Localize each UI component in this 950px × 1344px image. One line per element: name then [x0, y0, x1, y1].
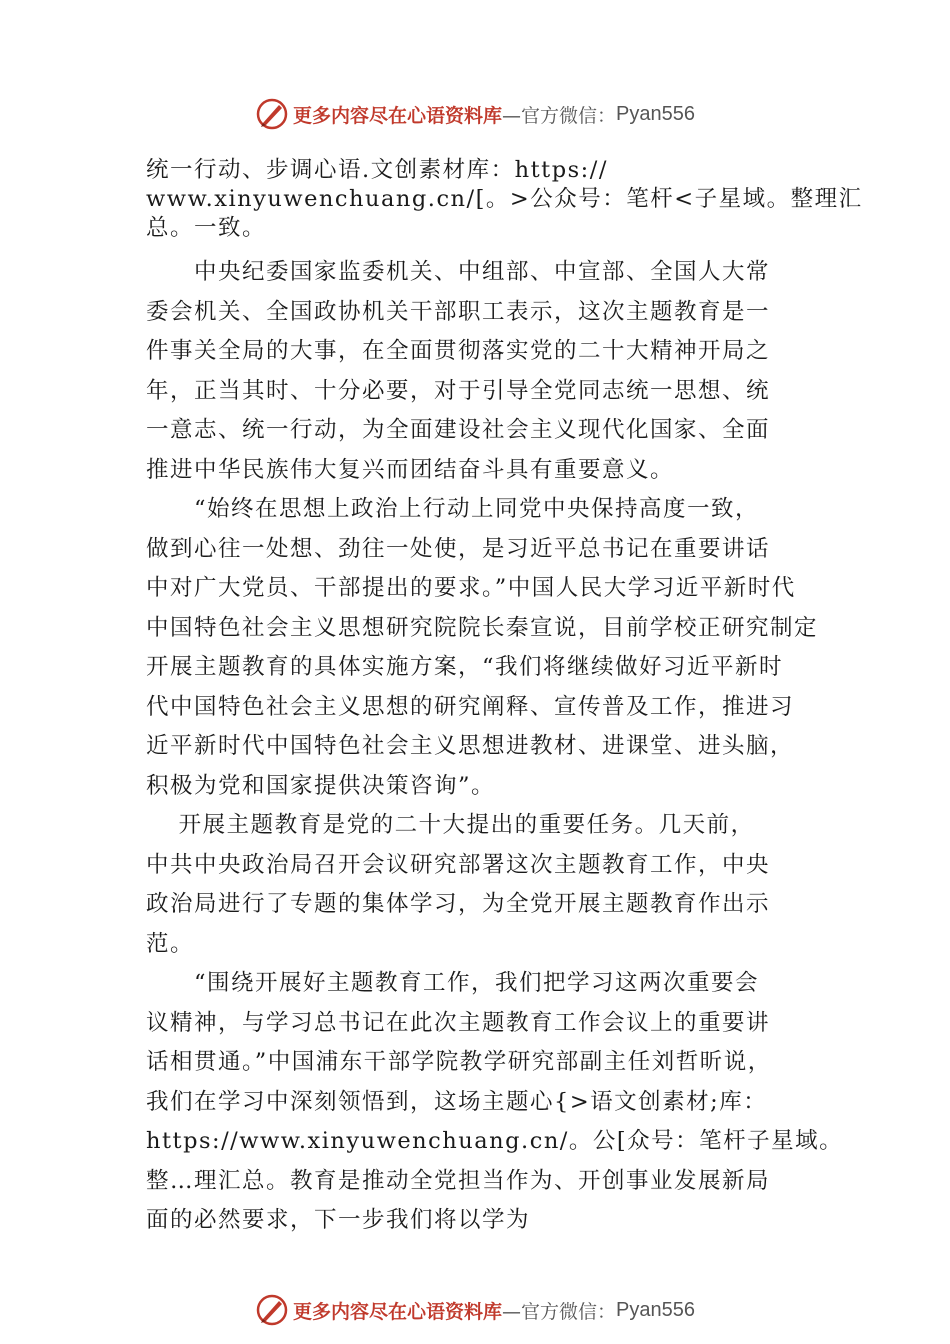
text-line: 一意志、统一行动，为全面建设社会主义现代化国家、全面: [146, 417, 771, 443]
intro-paragraph: [146, 156, 863, 243]
banner-wechat-id: Pyan556: [616, 1298, 695, 1321]
document-body: [146, 156, 863, 1241]
banner-wechat-label: —官方微信：: [502, 1300, 617, 1323]
text-line: 统一行动、步调心语.文创素材库：https://: [146, 157, 608, 183]
text-line: 积极为党和国家提供决策咨询”。: [146, 772, 496, 799]
text-line: 整…理汇总。教育是推动全党担当作为、开创事业发展新局: [146, 1167, 771, 1194]
text-line: “围绕开展好主题教育工作，我们把学习这两次重要会: [146, 970, 760, 996]
text-line: 做到心往一处想、劲往一处使，是习近平总书记在重要讲话: [146, 535, 771, 562]
text-line: “始终在思想上政治上行动上同党中央保持高度一致，: [146, 496, 760, 522]
text-line: 开展主题教育的具体实施方案，“我们将继续做好习近平新时: [146, 654, 784, 680]
text-line: 话相贯通。”中国浦东干部学院教学研究部副主任刘哲昕说，: [146, 1049, 772, 1075]
text-line: 中共中央政治局召开会议研究部署这次主题教育工作，中央: [146, 851, 771, 878]
text-line: 近平新时代中国特色社会主义思想进教材、进课堂、进头脑，: [146, 733, 795, 759]
text-line: 委会机关、全国政协机关干部职工表示，这次主题教育是一: [146, 298, 771, 325]
banner-wechat-id: Pyan556: [616, 102, 695, 125]
text-line: 件事关全局的大事，在全面贯彻落实党的二十大精神开局之: [146, 338, 771, 364]
text-line: 推进中华民族伟大复兴而团结奋斗具有重要意义。: [146, 456, 675, 483]
text-line: 中对广大党员、干部提出的要求。”中国人民大学习近平新时代: [146, 575, 796, 601]
pen-logo-icon: [255, 97, 289, 131]
text-line: 年，正当其时、十分必要，对于引导全党同志统一思想、统: [146, 377, 771, 404]
banner-wechat-label: —官方微信：: [502, 104, 617, 127]
text-line: www.xinyuwenchuang.cn/[。>公众号：笔杆<子星域。整理汇: [146, 186, 863, 212]
banner-title: 更多内容尽在心语资料库: [293, 1300, 503, 1323]
text-line: 政治局进行了专题的集体学习，为全党开展主题教育作出示: [146, 891, 771, 917]
text-line: 开展主题教育是党的二十大提出的重要任务。几天前，: [146, 812, 755, 838]
text-line: 代中国特色社会主义思想的研究阐释、宣传普及工作，推进习: [146, 693, 795, 720]
text-line: https://www.xinyuwenchuang.cn/。公[众号：笔杆子星域。: [146, 1128, 844, 1154]
text-line: 议精神，与学习总书记在此次主题教育工作会议上的重要讲: [146, 1009, 771, 1036]
text-line: 中央纪委国家监委机关、中组部、中宣部、全国人大常: [146, 259, 771, 285]
banner-title: 更多内容尽在心语资料库: [293, 104, 503, 127]
text-line: 中国特色社会主义思想研究院院长秦宣说，目前学校正研究制定: [146, 614, 819, 641]
text-line: 面的必然要求，下一步我们将以学为: [146, 1207, 531, 1233]
body-text: [146, 253, 844, 1241]
footer-banner: [0, 1290, 950, 1330]
text-line: 我们在学习中深刻领悟到，这场主题心{>语文创素材;库：: [146, 1088, 768, 1115]
text-line: 总。一致。: [146, 215, 267, 241]
pen-logo-icon: [255, 1293, 289, 1327]
text-line: 范。: [146, 930, 195, 957]
header-banner: [0, 94, 950, 134]
